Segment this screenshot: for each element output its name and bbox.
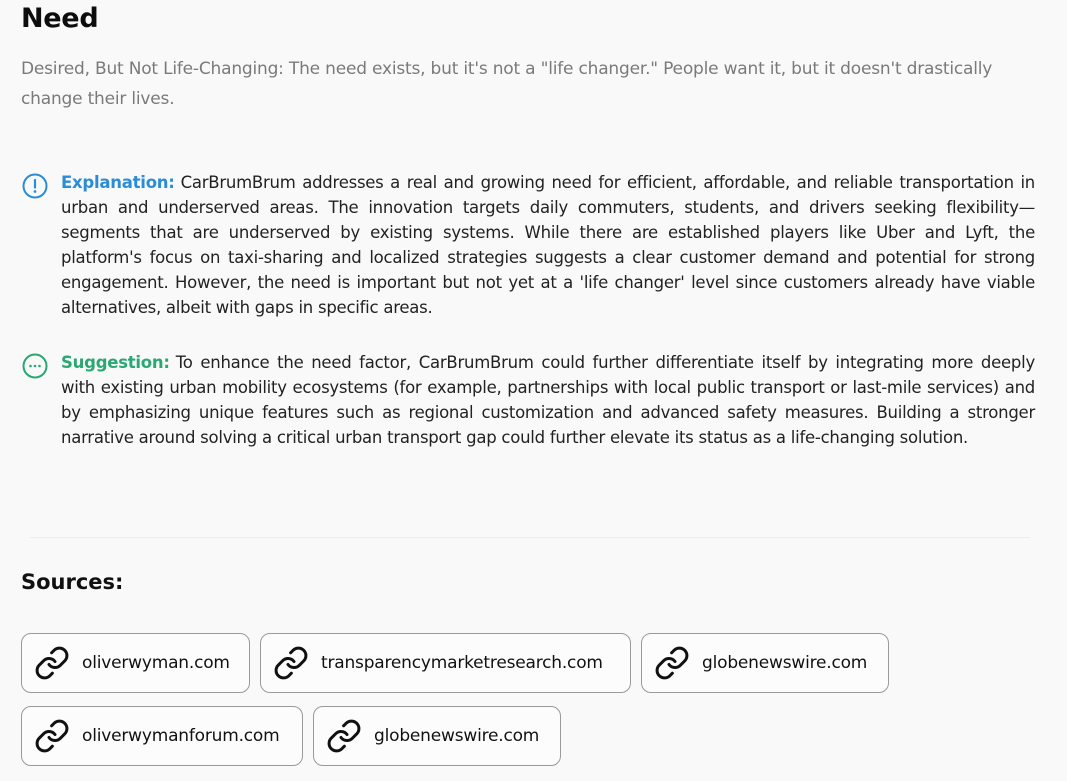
page-title: Need (21, 3, 99, 34)
source-link-oliverwymanforum[interactable] (21, 706, 303, 766)
suggestion-section (21, 350, 1035, 450)
link-icon (34, 645, 70, 681)
source-label: globenewswire.com (702, 653, 868, 673)
source-label: oliverwyman.com (82, 653, 230, 673)
explanation-label: Explanation: (61, 173, 175, 192)
explanation-text: CarBrumBrum addresses a real and growing need for efficient, affordable, and reliable transportation in urban and underserved areas. The innovation targets daily commuters, students, and drivers seeking flexibility—segments that are underserved by existing systems. While there are established players like Uber and Lyft, the platform's focus on taxi-sharing and localized strategies suggests a clear customer demand and potential for strong engagement. However, the need is important but not yet at a 'life changer' level since customers already have viable alternatives, albeit with gaps in specific areas. (61, 173, 1035, 317)
source-link-globenewswire-2[interactable] (313, 706, 561, 766)
need-rating-description: Desired, But Not Life-Changing: The need exists, but it's not a "life changer." People want it, but it doesn't drastically change their lives. (21, 59, 993, 109)
explanation-section (21, 170, 1035, 320)
source-link-oliverwyman[interactable] (21, 633, 250, 693)
sources-heading: Sources: (21, 570, 124, 594)
info-circle-icon (21, 172, 49, 200)
source-label: transparencymarketresearch.com (321, 653, 603, 673)
link-icon (273, 645, 309, 681)
source-link-transparencymarketresearch[interactable] (260, 633, 631, 693)
suggestion-text: To enhance the need factor, CarBrumBrum could further differentiate itself by integrating more deeply with existing urban mobility ecosystems (for example, partnerships with local public transport or last-mile services) and by emphasizing unique features such as regional customization and advanced safety measures. Building a stronger narrative around solving a critical urban transport gap could further elevate its status as a life-changing solution. (61, 353, 1035, 447)
link-icon (34, 718, 70, 754)
source-link-globenewswire[interactable] (641, 633, 889, 693)
explanation-paragraph (61, 170, 1035, 320)
link-icon (654, 645, 690, 681)
source-label: globenewswire.com (374, 726, 540, 746)
source-label: oliverwymanforum.com (82, 726, 280, 746)
suggestion-label: Suggestion: (61, 353, 170, 372)
link-icon (326, 718, 362, 754)
section-divider (30, 537, 1030, 538)
suggestion-paragraph (61, 350, 1035, 450)
ellipsis-circle-icon (21, 352, 49, 380)
